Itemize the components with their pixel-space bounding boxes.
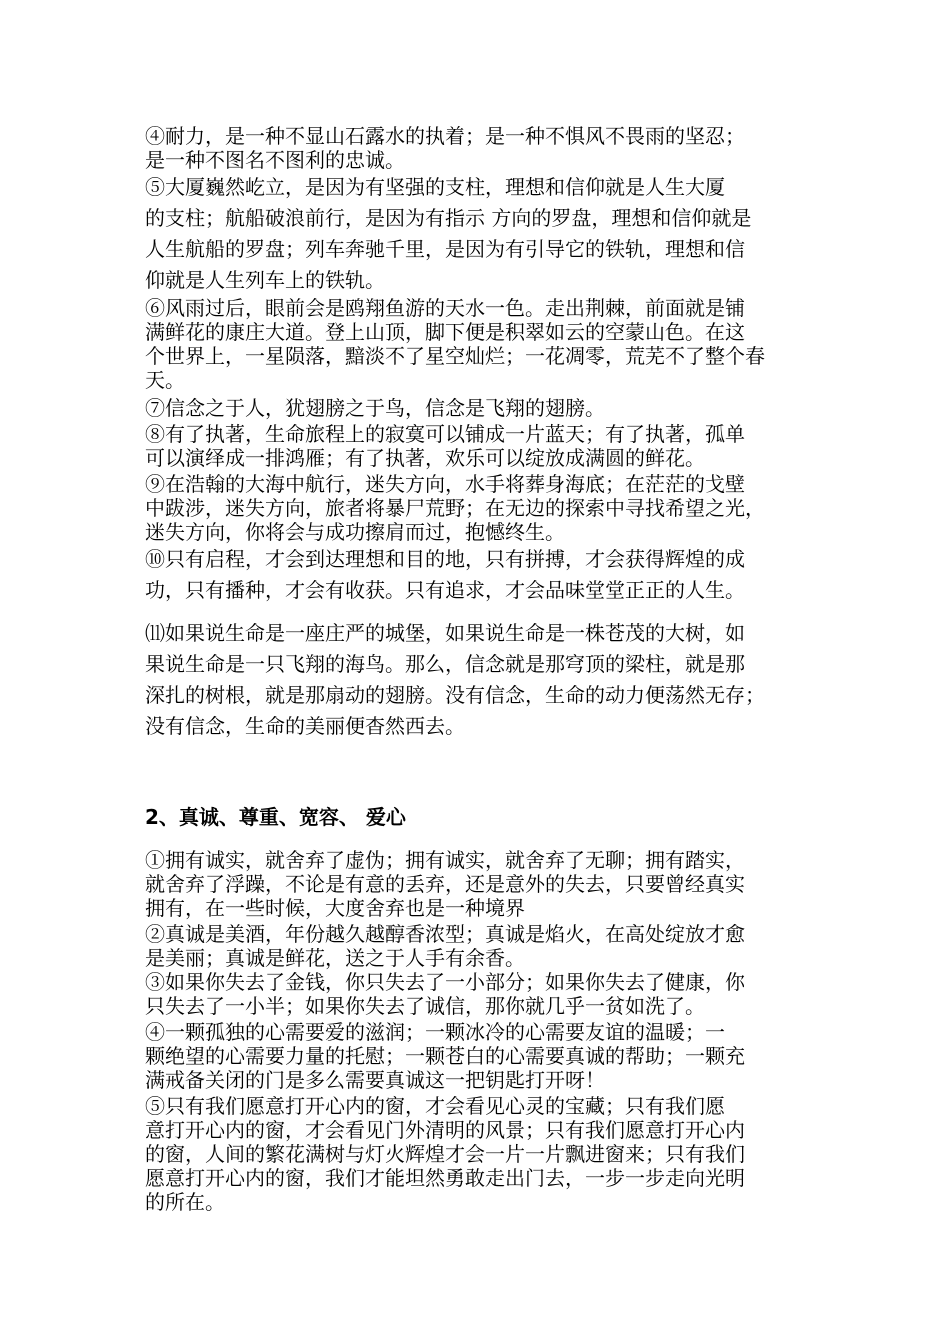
section-2-paragraph-2: ②真诚是美酒，年份越久越醇香浓型；真诚是焰火，在高处绽放才愈 是美丽；真诚是鲜花，送之于人手有余香。: [145, 922, 745, 970]
section-2-heading: 2、真诚、尊重、宽容、 爱心: [145, 805, 406, 829]
section-2-paragraph-5: ⑤只有我们愿意打开心内的窗，才会看见心灵的宝藏；只有我们愿 意打开心内的窗，才会看见门外清明的风景；只有我们愿意打开心内 的窗，人间的繁花满树与灯火辉煌才会一片一片飘进窗来；只有我们 愿意打开心内的窗，我们才能坦然勇敢走出门去，一步一步走向光明 的所在。: [145, 1094, 745, 1214]
paragraph-5: ⑤大厦巍然屹立，是因为有坚强的支柱，理想和信仰就是人生大厦 的支柱；航船破浪前行，是因为有指示 方向的罗盘，理想和信仰就是 人生航船的罗盘；列车奔驰千里，是因为有引导它的铁轨，理想和信 仰就是人生列车上的铁轨。: [145, 175, 752, 292]
paragraph-10: ⑩只有启程，才会到达理想和目的地，只有拼搏，才会获得辉煌的成 功，只有播种，才会有收获。只有追求，才会品味堂堂正正的人生。: [145, 547, 745, 602]
paragraph-4: ④耐力，是一种不显山石露水的执着；是一种不惧风不畏雨的坚忍； 是一种不图名不图利的忠诚。: [145, 124, 745, 172]
paragraph-9: ⑨在浩翰的大海中航行，迷失方向，水手将葬身海底；在茫茫的戈壁 中跋涉，迷失方向，旅者将暴尸荒野；在无边的探索中寻找希望之光， 迷失方向，你将会与成功擦肩而过，抱憾终生。: [145, 472, 765, 544]
paragraph-6: ⑥风雨过后，眼前会是鸥翔鱼游的天水一色。走出荆棘，前面就是铺 满鲜花的康庄大道。登上山顶，脚下便是积翠如云的空蒙山色。在这 个世界上，一星陨落，黯淡不了星空灿烂；一花凋零，荒芜不了整个春 天。: [145, 296, 765, 392]
paragraph-7: ⑦信念之于人，犹翅膀之于鸟，信念是飞翔的翅膀。: [145, 396, 605, 420]
section-2-paragraph-3: ③如果你失去了金钱，你只失去了一小部分；如果你失去了健康，你 只失去了一小半；如果你失去了诚信，那你就几乎一贫如洗了。: [145, 970, 745, 1018]
paragraph-11: ⑾如果说生命是一座庄严的城堡，如果说生命是一株苍茂的大树，如 果说生命是一只飞翔的海鸟。那么，信念就是那穹顶的梁柱，就是那 深扎的树根，就是那扇动的翅膀。没有信念，生命的动力便荡然无存； 没有信念，生命的美丽便杳然西去。: [145, 621, 765, 738]
section-2-paragraph-4: ④一颗孤独的心需要爱的滋润；一颗冰冷的心需要友谊的温暖；一 颗绝望的心需要力量的托慰；一颗苍白的心需要真诚的帮助；一颗充 满戒备关闭的门是多么需要真诚这一把钥匙打开呀！: [145, 1020, 745, 1092]
paragraph-8: ⑧有了执著，生命旅程上的寂寞可以铺成一片蓝天；有了执著，孤单 可以演绎成一排鸿雁；有了执著，欢乐可以绽放成满圆的鲜花。: [145, 422, 745, 470]
section-2-paragraph-1: ①拥有诚实，就舍弃了虚伪；拥有诚实，就舍弃了无聊；拥有踏实， 就舍弃了浮躁，不论是有意的丢弃，还是意外的失去，只要曾经真实 拥有，在一些时候，大度舍弃也是一种境界: [145, 848, 745, 920]
